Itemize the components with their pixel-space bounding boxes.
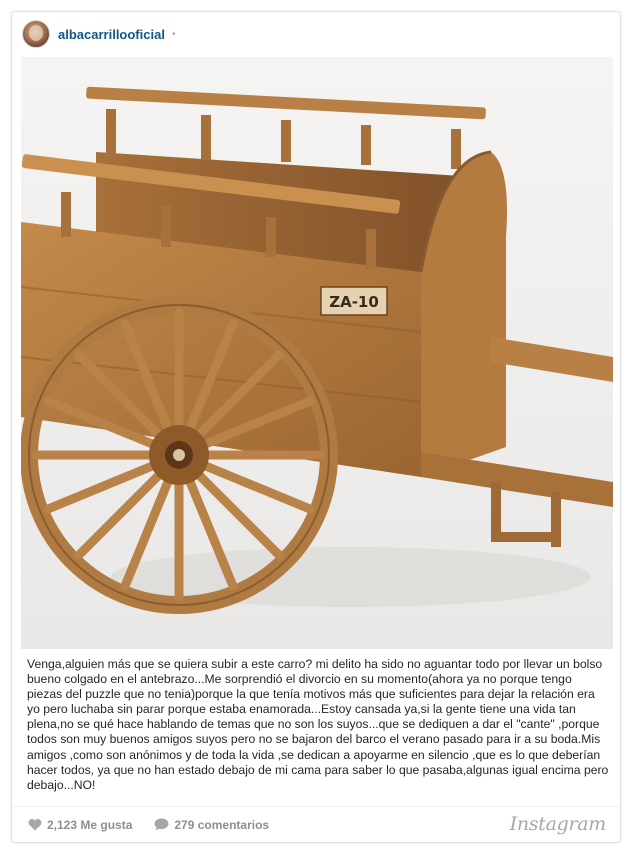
post-caption: Venga,alguien más que se quiera subir a este carro? mi delito ha sido no aguantar todo por llevar un bolso bueno colgado en el antebrazo...Me sorprendió el divorcio en su momento(ahora ya no porque tengo piezas del puzzle que no tenia)porque la que tenía motivos más que suficientes para dejar la relación era yo pero luchaba sin parar porque estaba enamorada...Estoy cansada ya,si la gente tiene una vida tan plena,no se qué hace hablando de temas que no son los suyos...que se dediquen a dar el "cante" ,porque todos son muy buenos amigos suyos pero no se bajaron del barco el verano pasado para ir a su boda.Mis amigos ,como son anónimos y de toda la vida ,se dedican a apoyarme en silencio ,que es lo que deberían hacer todos, ya que no han estado debajo de mi cama para saber lo que pasaba,algunas igual encima pero debajo...NO! xyxy=(27,657,609,792)
post-header xyxy=(12,12,620,56)
username-link[interactable]: albacarrillooficial xyxy=(58,26,165,42)
post-photo[interactable] xyxy=(21,57,613,649)
instagram-logo[interactable]: Instagram xyxy=(509,813,606,835)
comments-count[interactable] xyxy=(154,818,269,832)
likes-label: 2,123 Me gusta xyxy=(47,817,133,832)
separator-dot: • xyxy=(171,28,176,40)
post-footer xyxy=(12,806,620,842)
speech-bubble-icon xyxy=(154,818,169,831)
profile-avatar[interactable] xyxy=(22,20,50,48)
heart-icon xyxy=(28,818,42,831)
instagram-post-card xyxy=(11,11,621,843)
comments-label: 279 comentarios xyxy=(174,817,270,832)
cart-illustration xyxy=(21,57,613,649)
cart-plate-text: ZA-10 xyxy=(329,293,379,311)
likes-count[interactable] xyxy=(28,818,132,832)
